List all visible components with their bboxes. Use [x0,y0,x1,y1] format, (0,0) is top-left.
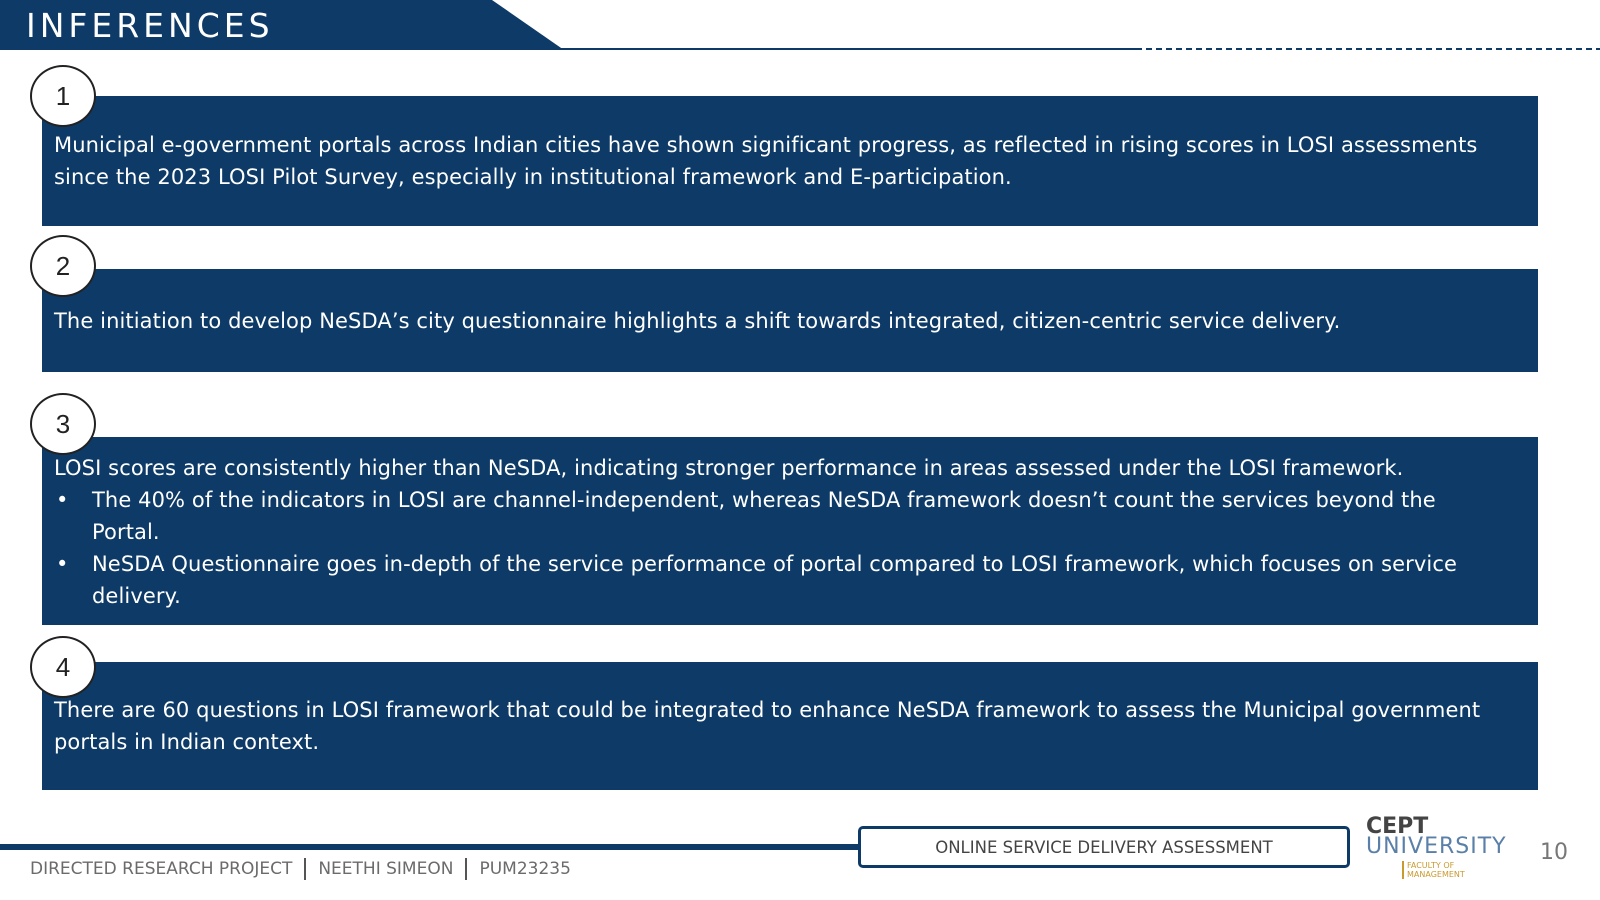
footer-rule [0,844,860,850]
footer-separator [465,858,467,880]
logo-line-2: UNIVERSITY [1366,834,1507,859]
inference-text: The initiation to develop NeSDA’s city questionnaire highlights a shift towards integrated, citizen-centric service delivery. [54,308,1341,333]
bullet-item: • The 40% of the indicators in LOSI are channel-independent, whereas NeSDA framework doesn’t count the services beyond the Portal. [54,484,1500,548]
footer-separator [304,858,306,880]
inference-number-badge: 2 [30,235,96,297]
footer-author: NEETHI SIMEON [318,859,454,879]
inference-card-4 [42,662,1538,790]
page-title: INFERENCES [26,6,274,45]
assessment-label: ONLINE SERVICE DELIVERY ASSESSMENT [935,837,1273,857]
inference-block [42,437,1538,612]
inference-number-badge: 4 [30,636,96,698]
inference-card-3 [42,437,1538,625]
inference-text: Municipal e-government portals across Indian cities have shown significant progress, as reflected in rising scores in LOSI assessments since the 2023 LOSI Pilot Survey, especially in institutional framework and E-participation. [54,133,1478,189]
inference-card-1 [42,96,1538,226]
footer-credits [30,858,571,880]
inference-number-badge: 3 [30,393,96,455]
logo-line-1: CEPT [1366,814,1429,839]
logo-line-3: FACULTY OF MANAGEMENT [1402,861,1494,879]
inference-card-2 [42,269,1538,372]
inference-bullet-list [54,484,1500,612]
inference-text: LOSI scores are consistently higher than NeSDA, indicating stronger performance in areas assessed under the LOSI framework. [54,456,1404,480]
inference-number-badge: 1 [30,65,96,127]
footer-project: DIRECTED RESEARCH PROJECT [30,859,293,879]
cept-university-logo [1366,814,1506,884]
inference-text: There are 60 questions in LOSI framework that could be integrated to enhance NeSDA framework to assess the Municipal government portals in Indian context. [54,698,1481,754]
assessment-label-box [858,826,1350,868]
slide-header [0,0,1600,52]
footer-code: PUM23235 [479,859,571,879]
page-number: 10 [1540,840,1568,865]
bullet-item: • NeSDA Questionnaire goes in-depth of the service performance of portal compared to LOSI framework, which focuses on service delivery. [54,548,1500,612]
